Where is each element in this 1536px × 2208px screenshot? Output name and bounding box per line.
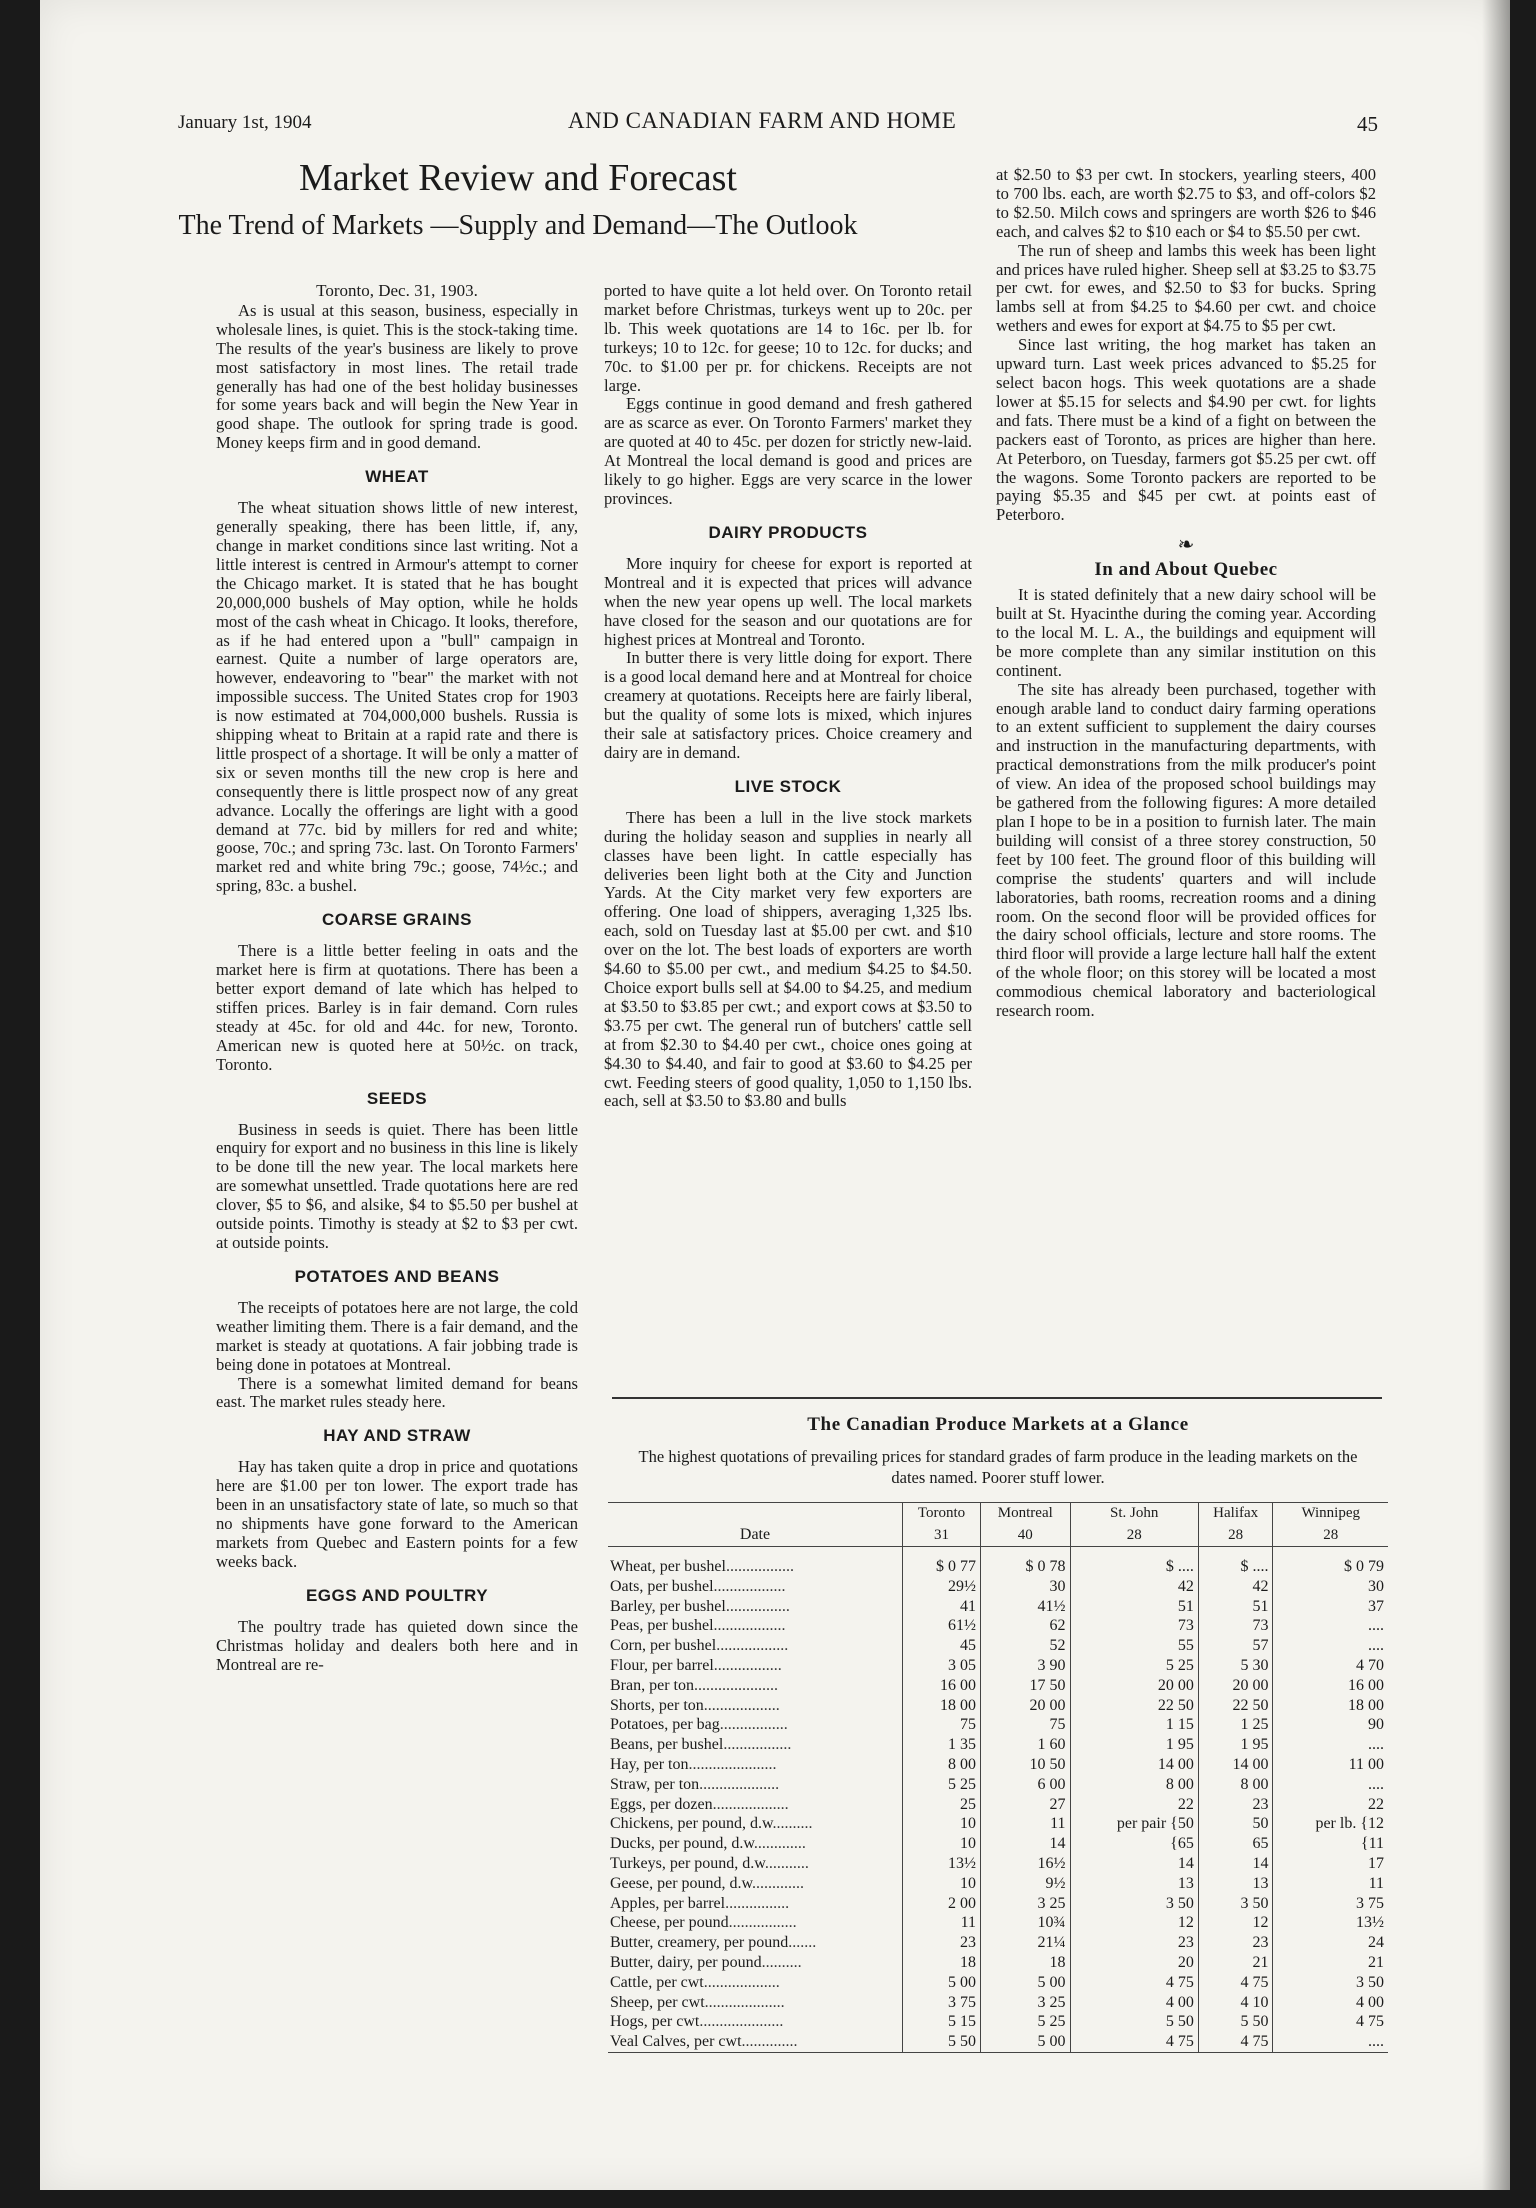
wheat-paragraph: The wheat situation shows little of new interest, generally speaking, there has been little, if, any, change in market conditions since last writing. Not a little interest is centred in Armour's attempt to corner the Chicago market. It is stated that he has bought 20,000,000 bushels of May option, while he holds most of the cash wheat in Chicago. It looks, therefore, as if he had entered upon a "bull" campaign in earnest. Quite a number of large operators are, however, endeavoring to "bear" the market with not impossible success. The United States crop for 1903 is now estimated at 704,000,000 bushels. Russia is shipping wheat to Britain at a rapid rate and there is little prospect of a shortage. It will be only a matter of six or seven months till the new crop is here and consequently there is little prospect now of any great advance. Locally the offerings are light with a good demand at 77c. bid by millers for red and white; goose, 70c.; and spring 73c. last. On Toronto Farmers' market red and white bring 79c.; goose, 74½c.; and spring, 83c. a bushel. xyxy=(216,498,578,896)
page-edge-shadow xyxy=(1482,0,1510,2190)
leader-dots: ....... xyxy=(788,1934,817,1952)
price-cell: 18 00 xyxy=(1273,1696,1388,1716)
row-label xyxy=(608,1616,903,1636)
hog-paragraph: Since last writing, the hog market has taken an upward turn. Last week prices advanced to $5.25 for select bacon hogs. This week quotations are a shade lower at $5.15 for selects and $4.90 per cwt. for lights and fats. There must be a kind of a fight on between the packers east of Toronto, as prices are higher than here. At Peterboro, on Tuesday, farmers got $5.25 per cwt. off the wagons. Some Toronto packers are reported to be paying $5.35 and $45 per cwt. at points east of Peterboro. xyxy=(996,335,1376,525)
price-cell: 8 00 xyxy=(1070,1775,1198,1795)
price-cell: 9½ xyxy=(981,1874,1071,1894)
price-cell: 5 30 xyxy=(1198,1656,1273,1676)
dairy-paragraph-2: In butter there is very little doing for export. There is a good local demand here and at Montreal for choice creamery at quotations. Receipts here are fairly liberal, but the quality of some lots is mixed, which injures their sale at satisfactory prices. Choice creamery and dairy are in demand. xyxy=(604,648,972,762)
beans-paragraph: There is a somewhat limited demand for beans east. The market rules steady here. xyxy=(216,1373,578,1412)
row-label-text: Barley, per bushel xyxy=(610,1597,726,1615)
table-row xyxy=(608,1953,1388,1973)
price-cell: 1 35 xyxy=(903,1735,981,1755)
leader-dots: .................. xyxy=(716,1637,789,1655)
price-cell: 21 xyxy=(1198,1953,1273,1973)
seeds-paragraph: Business in seeds is quiet. There has been little enquiry for export and no business in this line is likely to be done till the new year. The local markets here are somewhat unsettled. Trade quotations here are red clover, $5 to $6, and alsike, $4 to $5.50 per bushel at outside points. Timothy is steady at $2 to $3 per cwt. at outside points. xyxy=(216,1119,578,1252)
price-cell: 37 xyxy=(1273,1597,1388,1617)
price-cell: .... xyxy=(1273,1636,1388,1656)
price-cell: 5 00 xyxy=(981,1973,1071,1993)
price-cell: 51 xyxy=(1070,1597,1198,1617)
running-head xyxy=(178,108,1378,138)
leader-dots: ............. xyxy=(753,1835,806,1853)
table-row xyxy=(608,1755,1388,1775)
price-cell: 22 xyxy=(1070,1795,1198,1815)
row-label-text: Wheat, per bushel xyxy=(610,1558,726,1575)
table-row xyxy=(608,1795,1388,1815)
coarse-grains-paragraph: There is a little better feeling in oats and the market here is firm at quotations. There has been a better export demand of late which has helped to stiffen prices. Barley is in fair demand. Corn rules steady at 45c. for old and 44c. for new, Toronto. American new is quoted here at 50½c. on track, Toronto. xyxy=(216,941,578,1074)
price-cell: 5 50 xyxy=(1198,2012,1273,2032)
price-cell: 18 00 xyxy=(903,1696,981,1716)
row-label-text: Geese, per pound, d.w xyxy=(610,1874,753,1892)
row-label-text: Hay, per ton xyxy=(610,1755,689,1773)
price-cell: 10 xyxy=(903,1834,981,1854)
row-label-text: Veal Calves, per cwt xyxy=(610,2033,742,2051)
price-cell: $ .... xyxy=(1198,1557,1273,1577)
price-cell: 42 xyxy=(1070,1577,1198,1597)
table-row xyxy=(608,1775,1388,1795)
price-cell: 75 xyxy=(981,1715,1071,1735)
price-cell: 1 15 xyxy=(1070,1715,1198,1735)
row-label xyxy=(608,1795,903,1815)
price-cell: 16 00 xyxy=(1273,1676,1388,1696)
price-cell: 73 xyxy=(1198,1616,1273,1636)
price-cell: 3 25 xyxy=(981,1894,1071,1914)
price-cell: 20 xyxy=(1070,1953,1198,1973)
table-row xyxy=(608,1874,1388,1894)
eggs-paragraph: The poultry trade has quieted down since the Christmas holiday and dealers both here and in Montreal are re- xyxy=(216,1616,578,1674)
price-cell: 10 50 xyxy=(981,1755,1071,1775)
price-cell: 17 xyxy=(1273,1854,1388,1874)
article-title: Market Review and Forecast xyxy=(299,157,737,199)
price-cell: 18 xyxy=(903,1953,981,1973)
row-label-text: Turkeys, per pound, d.w xyxy=(610,1854,765,1872)
price-cell: 3 05 xyxy=(903,1656,981,1676)
table-title: The Canadian Produce Markets at a Glance xyxy=(807,1414,1189,1435)
price-cell: 25 xyxy=(903,1795,981,1815)
price-cell: 29½ xyxy=(903,1577,981,1597)
issue-date: January 1st, 1904 xyxy=(178,112,312,133)
table-row xyxy=(608,1933,1388,1953)
price-cell: .... xyxy=(1273,1735,1388,1755)
leaf-ornament-icon: ❧ xyxy=(1177,534,1195,557)
price-cell: 16 00 xyxy=(903,1676,981,1696)
price-cell: 14 xyxy=(1070,1854,1198,1874)
price-cell: 21¼ xyxy=(981,1933,1071,1953)
row-label-text: Shorts, per ton xyxy=(610,1696,704,1714)
price-cell: 22 xyxy=(1273,1795,1388,1815)
price-cell: 20 00 xyxy=(1070,1676,1198,1696)
row-label xyxy=(608,1913,903,1933)
intro-paragraph: As is usual at this season, business, especially in wholesale lines, is quiet. This is the stock-taking time. The results of the year's business are likely to prove most satisfactory in most lines. The retail trade generally has had one of the best holiday businesses for some years back and will begin the New Year in good shape. The outlook for spring trade is good. Money keeps firm and in good demand. xyxy=(216,300,578,453)
price-cell: 14 00 xyxy=(1070,1755,1198,1775)
price-cell: 3 50 xyxy=(1198,1894,1273,1914)
article-headline xyxy=(178,156,858,242)
row-label-text: Cattle, per cwt xyxy=(610,1973,704,1991)
row-label xyxy=(608,1715,903,1735)
price-cell: 61½ xyxy=(903,1616,981,1636)
price-cell: 23 xyxy=(1198,1795,1273,1815)
price-cell: 4 10 xyxy=(1198,1993,1273,2013)
table-row xyxy=(608,1993,1388,2013)
row-label-text: Cheese, per pound xyxy=(610,1914,729,1932)
column-header-date: 28 xyxy=(1273,1524,1388,1547)
price-cell: 4 75 xyxy=(1273,2012,1388,2032)
row-label xyxy=(608,1636,903,1656)
price-cell: 10 xyxy=(903,1814,981,1834)
table-body xyxy=(608,1547,1388,2053)
column-header-market: Montreal xyxy=(981,1503,1071,1525)
price-cell: 4 00 xyxy=(1273,1993,1388,2013)
row-label-text: Butter, dairy, per pound xyxy=(610,1953,762,1971)
leader-dots: ................ xyxy=(725,1597,790,1615)
price-cell: 73 xyxy=(1070,1616,1198,1636)
price-cell: {65 xyxy=(1070,1834,1198,1854)
row-label-text: Eggs, per dozen xyxy=(610,1795,713,1813)
table-row xyxy=(608,1814,1388,1834)
page-number: 45 xyxy=(1357,112,1378,136)
table-row xyxy=(608,1656,1388,1676)
price-cell: 65 xyxy=(1198,1834,1273,1854)
price-cell: 41 xyxy=(903,1597,981,1617)
price-cell: .... xyxy=(1273,1616,1388,1636)
price-cell: 13½ xyxy=(1273,1913,1388,1933)
table-header-markets xyxy=(608,1503,1388,1525)
price-cell: 12 xyxy=(1070,1913,1198,1933)
price-cell: 6 00 xyxy=(981,1775,1071,1795)
produce-markets-table xyxy=(608,1502,1388,2053)
live-stock-paragraph: There has been a lull in the live stock markets during the holiday season and supplies in nearly all classes have been light. In cattle especially has deliveries been light both at the City and Junction Yards. At the City market very few exporters are offering. One load of shippers, averaging 1,325 lbs. each, sold on Tuesday last at $5.00 per cwt. and $10 over on the lot. The best loads of exporters are worth $4.60 to $5.00 per cwt., and medium $4.25 to $4.50. Choice export bulls sell at $4.00 to $4.25, and medium at $3.50 to $3.85 per cwt.; and export cows at $3.50 to $3.75 per cwt. The general run of butchers' cattle sell at from $2.30 to $4.40 per cwt., choice ones going at $4.30 to $4.40, and fair to good at $3.60 to $4.25 per cwt. Feeding steers of good quality, 1,050 to 1,150 lbs. each, sell at $3.50 to $3.80 and bulls xyxy=(604,807,972,1111)
price-cell: 4 75 xyxy=(1070,1973,1198,1993)
price-cell: 16½ xyxy=(981,1854,1071,1874)
price-cell: 57 xyxy=(1198,1636,1273,1656)
price-cell: 5 00 xyxy=(981,2032,1071,2052)
article-subtitle: The Trend of Markets —Supply and Demand—The Outlook xyxy=(178,210,858,241)
price-cell: {11 xyxy=(1273,1834,1388,1854)
leader-dots: ................. xyxy=(719,1716,788,1734)
price-cell: $ 0 78 xyxy=(981,1557,1071,1577)
price-cell: $ 0 77 xyxy=(903,1557,981,1577)
eggs-paragraph-2: Eggs continue in good demand and fresh gathered are as scarce as ever. On Toronto Farmers' market they are quoted at 40 to 45c. per dozen for strictly new-laid. At Montreal the local demand is good and prices are likely to go higher. Eggs are very scarce in the lower provinces. xyxy=(604,394,972,508)
potatoes-paragraph: The receipts of potatoes here are not large, the cold weather limiting them. There is a fair demand, and the market is steady at quotations. A fair jobbing trade is being done in potatoes at Montreal. xyxy=(216,1297,578,1374)
row-label xyxy=(608,1775,903,1795)
price-cell: 42 xyxy=(1198,1577,1273,1597)
price-cell: 3 25 xyxy=(981,1993,1071,2013)
table-subtitle: The highest quotations of prevailing prices for standard grades of farm produce in the leading markets on the dates named. Poorer stuff lower. xyxy=(638,1447,1358,1487)
price-cell: 4 75 xyxy=(1198,1973,1273,1993)
price-cell: $ 0 79 xyxy=(1273,1557,1388,1577)
table-row xyxy=(608,2032,1388,2052)
price-cell: 10¾ xyxy=(981,1913,1071,1933)
leader-dots: ..................... xyxy=(699,2013,784,2031)
price-cell: 13 xyxy=(1198,1874,1273,1894)
price-cell: 3 90 xyxy=(981,1656,1071,1676)
price-cell: 23 xyxy=(1070,1933,1198,1953)
price-cell: 90 xyxy=(1273,1715,1388,1735)
leader-dots: ................. xyxy=(713,1656,782,1674)
row-label xyxy=(608,2032,903,2052)
price-cell: 5 25 xyxy=(981,2012,1071,2032)
price-cell: 4 75 xyxy=(1070,2032,1198,2052)
column-1 xyxy=(216,282,578,1674)
price-cell: 52 xyxy=(981,1636,1071,1656)
date-label: Date xyxy=(608,1524,903,1547)
price-cell: 3 50 xyxy=(1070,1894,1198,1914)
row-label-text: Corn, per bushel xyxy=(610,1637,717,1655)
leader-dots: ................... xyxy=(703,1696,780,1714)
leader-dots: ................. xyxy=(725,1558,794,1575)
price-cell: 20 00 xyxy=(1198,1676,1273,1696)
row-label xyxy=(608,1953,903,1973)
table-header-dates xyxy=(608,1524,1388,1547)
section-heading-seeds: SEEDS xyxy=(366,1088,428,1108)
price-cell: 14 xyxy=(981,1834,1071,1854)
row-label xyxy=(608,1755,903,1775)
price-cell: 75 xyxy=(903,1715,981,1735)
leader-dots: .................. xyxy=(713,1577,786,1595)
price-cell: 1 60 xyxy=(981,1735,1071,1755)
price-cell: 23 xyxy=(903,1933,981,1953)
table-row xyxy=(608,1894,1388,1914)
price-cell: 5 25 xyxy=(1070,1656,1198,1676)
section-heading-eggs: EGGS AND POULTRY xyxy=(305,1585,489,1605)
price-cell: 1 95 xyxy=(1070,1735,1198,1755)
price-cell: 14 00 xyxy=(1198,1755,1273,1775)
leader-dots: .................... xyxy=(699,1775,780,1793)
price-cell: 1 25 xyxy=(1198,1715,1273,1735)
price-cell: 3 50 xyxy=(1273,1973,1388,1993)
price-cell: 10 xyxy=(903,1874,981,1894)
column-header-market: St. John xyxy=(1070,1503,1198,1525)
table-row xyxy=(608,1636,1388,1656)
table-row xyxy=(608,1834,1388,1854)
row-label-text: Flour, per barrel xyxy=(610,1656,714,1674)
table-row xyxy=(608,1557,1388,1577)
price-cell: 4 70 xyxy=(1273,1656,1388,1676)
price-cell: 22 50 xyxy=(1070,1696,1198,1716)
price-cell: 50 xyxy=(1198,1814,1273,1834)
table-top-rule xyxy=(612,1397,1382,1399)
price-cell: 5 15 xyxy=(903,2012,981,2032)
price-cell: 18 xyxy=(981,1953,1071,1973)
price-cell: 13½ xyxy=(903,1854,981,1874)
row-label xyxy=(608,1597,903,1617)
column-header-date: 28 xyxy=(1070,1524,1198,1547)
row-label xyxy=(608,1656,903,1676)
leader-dots: ................ xyxy=(725,1894,790,1912)
table-row xyxy=(608,2012,1388,2032)
price-cell: 5 50 xyxy=(903,2032,981,2052)
column-header-date: 40 xyxy=(981,1524,1071,1547)
magazine-page xyxy=(40,0,1510,2190)
table-row xyxy=(608,1597,1388,1617)
row-label-text: Beans, per bushel xyxy=(610,1736,724,1754)
stockers-continued-paragraph: at $2.50 to $3 per cwt. In stockers, yearling steers, 400 to 700 lbs. each, are worth $2.75 to $3, and off-colors $2 to $2.50. Milch cows and springers are worth $26 to $46 each, and calves $2 to $10 each or $4 to $5.50 per cwt. xyxy=(996,165,1376,241)
row-label-text: Hogs, per cwt xyxy=(610,2013,700,2031)
price-cell: 5 25 xyxy=(903,1775,981,1795)
price-cell: 62 xyxy=(981,1616,1071,1636)
price-cell: 8 00 xyxy=(903,1755,981,1775)
column-header-market: Halifax xyxy=(1198,1503,1273,1525)
price-cell: 41½ xyxy=(981,1597,1071,1617)
column-header-date: 28 xyxy=(1198,1524,1273,1547)
price-cell: 4 00 xyxy=(1070,1993,1198,2013)
section-heading-potatoes: POTATOES AND BEANS xyxy=(294,1266,500,1286)
price-cell: 14 xyxy=(1198,1854,1273,1874)
price-cell: 13 xyxy=(1070,1874,1198,1894)
price-cell: 8 00 xyxy=(1198,1775,1273,1795)
leader-dots: .......... xyxy=(772,1815,813,1833)
price-cell: per pair {50 xyxy=(1070,1814,1198,1834)
section-heading-quebec: In and About Quebec xyxy=(1094,559,1278,581)
row-label-text: Sheep, per cwt xyxy=(610,1993,705,2011)
leader-dots: ................. xyxy=(728,1914,797,1932)
produce-markets-table-block xyxy=(608,1410,1388,2053)
price-cell: 45 xyxy=(903,1636,981,1656)
price-cell: 1 95 xyxy=(1198,1735,1273,1755)
price-cell: 2 00 xyxy=(903,1894,981,1914)
leader-dots: ...................... xyxy=(688,1755,777,1773)
leader-dots: ................. xyxy=(723,1736,792,1754)
column-2 xyxy=(604,282,972,1111)
row-label-text: Butter, creamery, per pound xyxy=(610,1934,789,1952)
table-row xyxy=(608,1973,1388,1993)
leader-dots: .............. xyxy=(741,2033,798,2051)
row-label xyxy=(608,1676,903,1696)
row-label xyxy=(608,1854,903,1874)
price-cell: 23 xyxy=(1198,1933,1273,1953)
row-label xyxy=(608,1933,903,1953)
poultry-continued-paragraph: ported to have quite a lot held over. On Toronto retail market before Christmas, turkeys went up to 20c. per lb. This week quotations are 14 to 16c. per lb. for turkeys; 10 to 12c. for geese; 10 to 12c. for ducks; and 70c. to $1.00 per pr. for chickens. Receipts are not large. xyxy=(604,281,972,395)
column-header-market: Winnipeg xyxy=(1273,1503,1388,1525)
price-cell: 12 xyxy=(1198,1913,1273,1933)
quebec-paragraph-2: The site has already been purchased, together with enough arable land to conduct dairy farming operations to an extent sufficient to supplement the dairy courses and instruction in the manufacturing departments, with practical demonstrations from the milk producer's point of view. An idea of the proposed school buildings may be gathered from the following figures: A more detailed plan I hope to be in a position to furnish later. The main building will consist of a three storey construction, 50 feet by 100 feet. The ground floor of this building will comprise the students' quarters and will include laboratories, bath rooms, recreation rooms and a dining room. On the second floor will be provided offices for the dairy school officials, lecture and store rooms. The third floor will provide a large lecture hall half the extent of the whole floor; on this storey will be located a most commodious chemical laboratory and bacteriological research room. xyxy=(996,679,1376,1021)
row-label-text: Oats, per bushel xyxy=(610,1577,714,1595)
price-cell: 21 xyxy=(1273,1953,1388,1973)
row-label-text: Apples, per barrel xyxy=(610,1894,726,1912)
table-row xyxy=(608,1715,1388,1735)
price-cell: 55 xyxy=(1070,1636,1198,1656)
price-cell: 22 50 xyxy=(1198,1696,1273,1716)
leader-dots: ............. xyxy=(752,1874,805,1892)
leader-dots: .................. xyxy=(713,1617,786,1635)
price-cell: .... xyxy=(1273,1775,1388,1795)
column-header-market: Toronto xyxy=(903,1503,981,1525)
sheep-paragraph: The run of sheep and lambs this week has been light and prices have ruled higher. Sheep sell at $3.25 to $3.75 per cwt. for ewes, and $2.50 to $3 for bucks. Spring lambs sell at from $4.25 to $4.60 per cwt. and choice wethers and ewes for export at $4.75 to $5 per cwt. xyxy=(996,240,1376,336)
row-label xyxy=(608,1735,903,1755)
row-label xyxy=(608,2012,903,2032)
price-cell: 11 xyxy=(1273,1874,1388,1894)
price-cell: 51 xyxy=(1198,1597,1273,1617)
publication-title: AND CANADIAN FARM AND HOME xyxy=(568,108,957,133)
leader-dots: .................... xyxy=(704,1993,785,2011)
section-heading-coarse-grains: COARSE GRAINS xyxy=(321,910,473,930)
row-label xyxy=(608,1894,903,1914)
section-heading-live-stock: LIVE STOCK xyxy=(734,776,842,796)
price-cell: 27 xyxy=(981,1795,1071,1815)
section-heading-dairy: DAIRY PRODUCTS xyxy=(708,522,868,542)
price-cell: 30 xyxy=(1273,1577,1388,1597)
row-label xyxy=(608,1834,903,1854)
table-row xyxy=(608,1676,1388,1696)
row-label xyxy=(608,1874,903,1894)
price-cell: per lb. {12 xyxy=(1273,1814,1388,1834)
section-heading-hay: HAY AND STRAW xyxy=(323,1426,471,1446)
price-cell: .... xyxy=(1273,2032,1388,2052)
hay-paragraph: Hay has taken quite a drop in price and quotations here are $1.00 per ton lower. The export trade has been in an unsatisfactory state of late, so much so that no shipments have gone forward to the American markets from Quebec and Eastern points for a few weeks back. xyxy=(216,1457,578,1571)
row-label-text: Peas, per bushel xyxy=(610,1617,714,1635)
price-cell: 4 75 xyxy=(1198,2032,1273,2052)
price-cell: 24 xyxy=(1273,1933,1388,1953)
row-label xyxy=(608,1557,903,1577)
column-3 xyxy=(996,166,1376,1021)
table-row xyxy=(608,1854,1388,1874)
price-cell: 11 xyxy=(981,1814,1071,1834)
table-row xyxy=(608,1735,1388,1755)
section-heading-wheat: WHEAT xyxy=(365,467,429,487)
price-cell: 5 00 xyxy=(903,1973,981,1993)
table-row xyxy=(608,1577,1388,1597)
leader-dots: ................... xyxy=(703,1973,780,1991)
row-label-text: Ducks, per pound, d.w xyxy=(610,1835,754,1853)
leader-dots: ................... xyxy=(712,1795,789,1813)
row-label xyxy=(608,1973,903,1993)
price-cell: 17 50 xyxy=(981,1676,1071,1696)
row-label-text: Bran, per ton xyxy=(610,1676,694,1694)
price-cell: 3 75 xyxy=(1273,1894,1388,1914)
leader-dots: ..................... xyxy=(693,1676,778,1694)
price-cell: 11 xyxy=(903,1913,981,1933)
row-label xyxy=(608,1993,903,2013)
table-row xyxy=(608,1913,1388,1933)
leader-dots: ........... xyxy=(764,1854,809,1872)
table-row xyxy=(608,1696,1388,1716)
row-label xyxy=(608,1696,903,1716)
price-cell: 30 xyxy=(981,1577,1071,1597)
table-row xyxy=(608,1616,1388,1636)
row-label-text: Potatoes, per bag xyxy=(610,1716,720,1734)
price-cell: 3 75 xyxy=(903,1993,981,2013)
dairy-paragraph-1: More inquiry for cheese for export is reported at Montreal and it is expected that prices will advance when the new year opens up well. The local markets have closed for the season and our quotations are for highest prices at Montreal and Toronto. xyxy=(604,553,972,649)
price-cell: 20 00 xyxy=(981,1696,1071,1716)
leader-dots: .......... xyxy=(761,1953,802,1971)
column-header-date: 31 xyxy=(903,1524,981,1547)
quebec-paragraph-1: It is stated definitely that a new dairy school will be built at St. Hyacinthe during the coming year. According to the local M. L. A., the buildings and equipment will be more complete than any similar institution on this continent. xyxy=(996,585,1376,680)
price-cell: 5 50 xyxy=(1070,2012,1198,2032)
row-label xyxy=(608,1814,903,1834)
row-label-text: Straw, per ton xyxy=(610,1775,700,1793)
dateline: Toronto, Dec. 31, 1903. xyxy=(316,281,478,300)
price-cell: 11 00 xyxy=(1273,1755,1388,1775)
row-label xyxy=(608,1577,903,1597)
row-label-text: Chickens, per pound, d.w xyxy=(610,1815,773,1833)
price-cell: $ .... xyxy=(1070,1557,1198,1577)
